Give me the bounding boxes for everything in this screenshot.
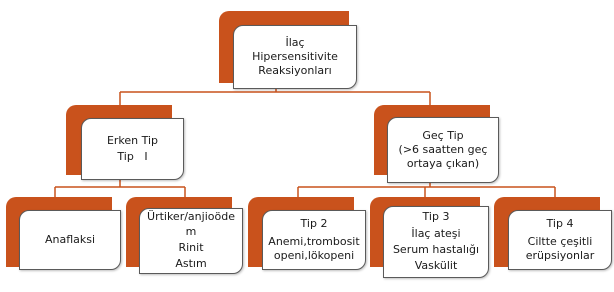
- root-node-line-1: İlaç: [285, 35, 305, 49]
- urticaria-node-line-1: Ürtiker/anjioöde: [147, 210, 235, 224]
- urticaria-node-card: [139, 208, 243, 274]
- type2-node-line-3: openi,lökopeni: [273, 249, 355, 263]
- type4-node-line-2: Ciltte çeşitli: [527, 234, 593, 248]
- type3-node-line-4: Vaskülit: [414, 259, 458, 273]
- type3-node-line-3: Serum hastalığı: [392, 243, 480, 256]
- early-type-node: [66, 105, 172, 175]
- early-type-node-card: [81, 118, 184, 180]
- type4-node: [494, 197, 600, 267]
- urticaria-node: [126, 197, 235, 271]
- type3-node-line-2: İlaç ateşi: [411, 226, 461, 240]
- type4-node-card: [508, 210, 612, 270]
- urticaria-node-line-2: m: [185, 224, 197, 238]
- type2-node-line-2: Anemi,trombosit: [268, 234, 360, 248]
- early-type-node-line-2: Tip I: [117, 150, 148, 163]
- anaphylaxis-node-card: [19, 210, 121, 270]
- late-type-node-card: [387, 117, 499, 183]
- urticaria-node-line-3: Rinit: [178, 241, 204, 254]
- late-type-node: [374, 105, 490, 175]
- anaphylaxis-node-line-1: Anaflaksi: [44, 232, 96, 246]
- urticaria-node-line-4: Astım: [175, 257, 207, 271]
- type2-node-card: [262, 210, 366, 270]
- type2-node-line-1: Tip 2: [300, 216, 328, 230]
- type2-node: [248, 197, 360, 267]
- anaphylaxis-node: [6, 197, 112, 267]
- type4-node-line-3: erüpsiyonlar: [525, 249, 595, 263]
- root-node-line-3: Reaksiyonları: [258, 64, 332, 78]
- type3-node-card: [383, 206, 489, 278]
- late-type-node-line-1: Geç Tip: [422, 128, 464, 142]
- type4-node-line-1: Tip 4: [546, 216, 574, 230]
- late-type-node-line-3: ortaya çıkan): [406, 157, 480, 171]
- root-node: [219, 11, 349, 83]
- early-type-node-line-1: Erken Tip: [106, 133, 159, 147]
- type3-node: [370, 197, 480, 273]
- type3-node-line-1: Tip 3: [422, 210, 450, 224]
- late-type-node-line-2: (>6 saatten geç: [398, 142, 488, 156]
- root-node-card: [233, 25, 357, 89]
- root-node-line-2: Hipersensitivite: [252, 49, 338, 63]
